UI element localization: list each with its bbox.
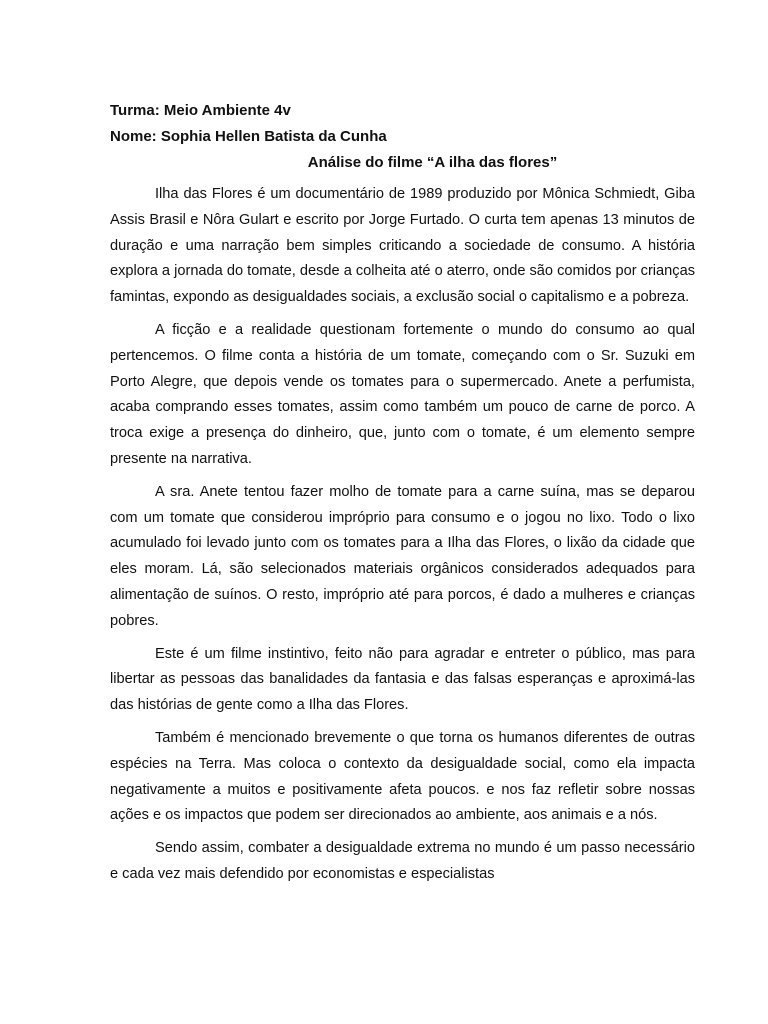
document-page: [110, 98, 695, 895]
paragraph-4: Este é um filme instintivo, feito não para agradar e entreter o público, mas para libertar as pessoas das banalidades da fantasia e das falsas esperanças e aproximá-las das histórias de gente como a Ilha das Flores.: [110, 645, 695, 714]
paragraph-6: Sendo assim, combater a desigualdade extrema no mundo é um passo necessário e cada vez mais defendido por economistas e especialistas: [110, 840, 695, 882]
paragraph-5: Também é mencionado brevemente o que torna os humanos diferentes de outras espécies na Terra. Mas coloca o contexto da desigualdade social, como ela impacta negativamente a muitos e positivamente afeta poucos. e nos faz refletir sobre nossas ações e os impactos que podem ser direcionados ao ambiente, aos animais e a nós.: [110, 729, 695, 824]
class-line: Turma: Meio Ambiente 4v: [110, 102, 291, 119]
paragraph-1: Ilha das Flores é um documentário de 1989 produzido por Mônica Schmiedt, Giba Assis Brasil e Nôra Gulart e escrito por Jorge Furtado. O curta tem apenas 13 minutos de duração e uma narração bem simples criticando a sociedade de consumo. A história explora a jornada do tomate, desde a colheita até o aterro, onde são comidos por crianças famintas, expondo as desigualdades sociais, a exclusão social o capitalismo e a pobreza.: [110, 186, 695, 306]
paragraph-2: A ficção e a realidade questionam fortemente o mundo do consumo ao qual pertencemos. O filme conta a história de um tomate, começando com o Sr. Suzuki em Porto Alegre, que depois vende os tomates para o supermercado. Anete a perfumista, acaba comprando esses tomates, assim como também um pouco de carne de porco. A troca exige a presença do dinheiro, que, junto com o tomate, é um elemento sempre presente na narrativa.: [110, 321, 695, 467]
paragraph-3: A sra. Anete tentou fazer molho de tomate para a carne suína, mas se deparou com um tomate que considerou impróprio para consumo e o jogou no lixo. Todo o lixo acumulado foi levado junto com os tomates para a Ilha das Flores, o lixão da cidade que eles moram. Lá, são selecionados materiais orgânicos considerados adequados para alimentação de suínos. O resto, impróprio até para porcos, é dado a mulheres e crianças pobres.: [110, 483, 695, 629]
document-title: Análise do filme “A ilha das flores”: [307, 154, 558, 171]
name-line: Nome: Sophia Hellen Batista da Cunha: [110, 128, 387, 145]
